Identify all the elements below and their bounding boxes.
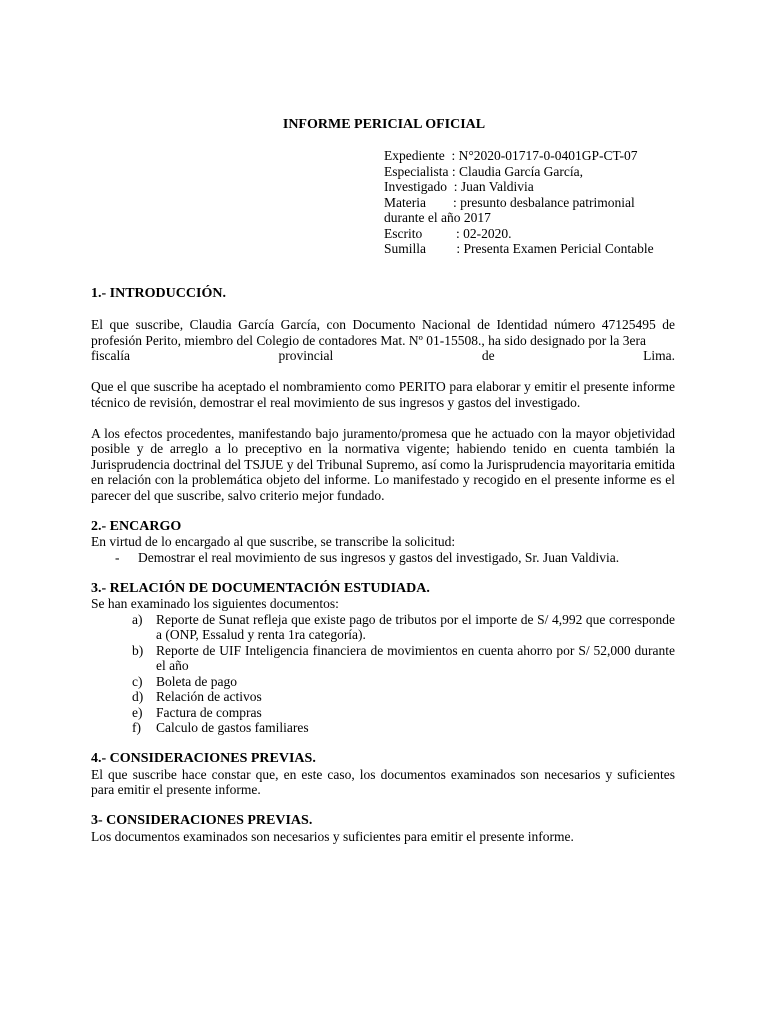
meta-materia: Materia : presunto desbalance patrimonial (384, 194, 635, 210)
meta-especialista: Especialista : Claudia García García, (384, 163, 584, 179)
section-heading-encargo: 2.- ENCARGO (91, 518, 182, 534)
list-item-text: Relación de activos (156, 689, 262, 704)
consideraciones-paragraph: El que suscribe hace constar que, en este caso, los documentos examinados son necesarios y suficientes para emitir el presente informe. (91, 766, 675, 797)
list-item-text: Boleta de pago (156, 673, 237, 689)
intro-paragraph-2: Que el que suscribe ha aceptado el nombramiento como PERITO para elaborar y emitir el presente informe técnico de revisión, demostrar el real movimiento de sus ingresos y gastos del investigado. (91, 379, 675, 410)
list-item (91, 720, 675, 736)
list-item (91, 689, 675, 705)
document-body (91, 286, 675, 844)
list-item-text: Calculo de gastos familiares (156, 720, 309, 735)
list-marker: e) (132, 704, 143, 720)
list-marker: f) (132, 720, 141, 735)
list-marker: a) (132, 611, 143, 627)
list-marker: c) (132, 673, 143, 689)
document-title: INFORME PERICIAL OFICIAL (282, 117, 486, 132)
section-heading-documentacion: 3.- RELACIÓN DE DOCUMENTACIÓN ESTUDIADA. (91, 580, 430, 596)
list-item (91, 643, 675, 674)
intro-paragraph-3: A los efectos procedentes, manifestando bajo juramento/promesa que he actuado con la mayor objetividad posible y de arreglo a lo preceptivo en la normativa vigente; habiendo tenido en cuenta también la Jurisprudencia doctrinal del TSJUE y del Tribunal Supremo, así como la Jurisprudencia mayoritaria emitida en relación con la problemática objeto del informe. Lo manifestado y recogido en el presente informe es el parecer del que suscribe, salvo criterio mejor fundado. (91, 425, 675, 503)
list-marker: d) (132, 689, 144, 704)
list-item (91, 705, 675, 721)
list-dash: - (115, 549, 120, 565)
intro-paragraph-1-last-line: fiscalía provincial de Lima. (91, 348, 675, 363)
list-marker: b) (132, 642, 144, 658)
meta-materia-cont: durante el año 2017 (384, 210, 491, 225)
consideraciones-paragraph-2: Los documentos examinados son necesarios y suficientes para emitir el presente informe. (91, 828, 574, 844)
documentacion-intro: Se han examinado los siguientes documentos: (91, 596, 339, 611)
intro-paragraph-1: El que suscribe, Claudia García García, con Documento Nacional de Identidad número 47125495 de profesión Perito, miembro del Colegio de contadores Mat. Nº 01-15508., ha sido designado por la 3era (91, 317, 675, 348)
documents-list (91, 612, 675, 736)
section-heading-introduccion: 1.- INTRODUCCIÓN. (91, 286, 226, 301)
section-heading-consideraciones-2: 3- CONSIDERACIONES PREVIAS. (91, 813, 313, 828)
meta-sumilla: Sumilla : Presenta Examen Pericial Contable (384, 241, 654, 256)
meta-escrito: Escrito : 02-2020. (384, 225, 512, 241)
meta-expediente: Expediente : N°2020-01717-0-0401GP-CT-07 (384, 148, 638, 163)
case-metadata (384, 148, 684, 257)
section-heading-consideraciones: 4.- CONSIDERACIONES PREVIAS. (91, 751, 316, 766)
encargo-list-item (91, 550, 675, 566)
encargo-item-text: Demostrar el real movimiento de sus ingresos y gastos del investigado, Sr. Juan Valdivia. (138, 549, 620, 565)
list-item-text: Factura de compras (156, 704, 262, 720)
list-item-text: Reporte de Sunat refleja que existe pago de tributos por el importe de S/ 4,992 que corresponde a (ONP, Essalud y renta 1ra categoría). (156, 611, 675, 642)
meta-investigado: Investigado : Juan Valdivia (384, 179, 534, 194)
encargo-intro: En virtud de lo encargado al que suscribe, se transcribe la solicitud: (91, 534, 456, 549)
list-item-text: Reporte de UIF Inteligencia financiera de movimientos en cuenta ahorro por S/ 52,000 durante el año (156, 642, 675, 673)
list-item (91, 674, 675, 690)
list-item (91, 612, 675, 643)
